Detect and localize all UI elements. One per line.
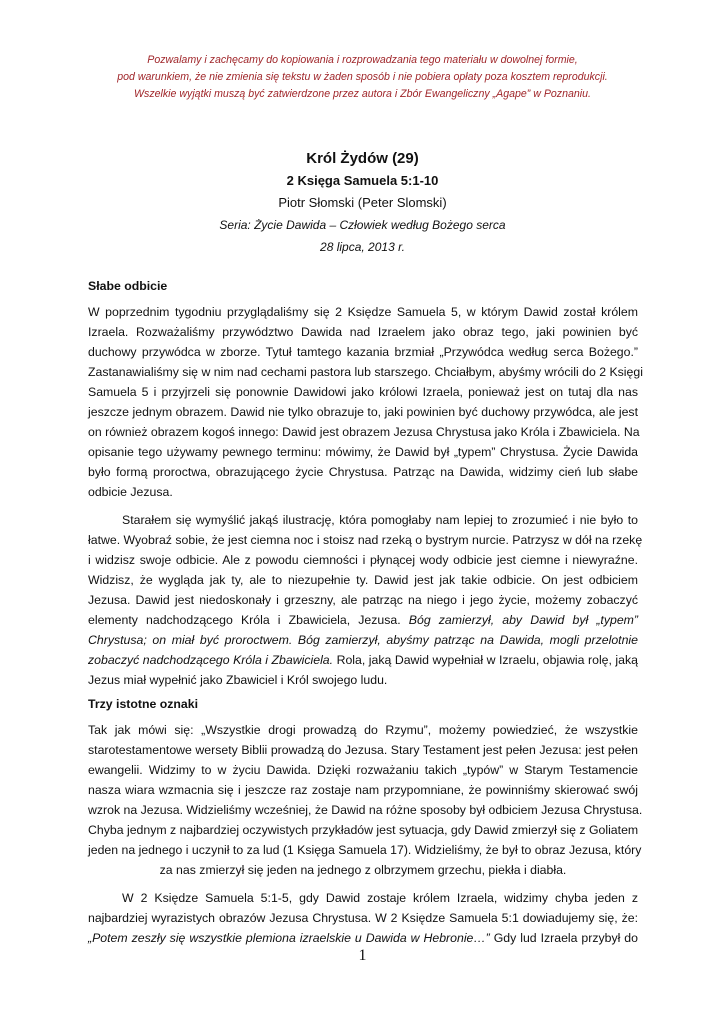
- text-line: Jezusa. Dawid jest niedoskonały i grzeszny, ale patrząc na niego i jego życie, możemy zobaczyć: [88, 593, 638, 607]
- italic-segment: zobaczyć nadchodzącego Króla i Zbawiciela.: [88, 653, 334, 667]
- text-line: W poprzednim tygodniu przyglądaliśmy się 2 Księdze Samuela 5, w którym Dawid został królem: [88, 305, 638, 319]
- text-segment: elementy nadchodzącego Króla i Zbawiciela, Jezusa.: [88, 613, 409, 627]
- text-line: W 2 Księdze Samuela 5:1-5, gdy Dawid zostaje królem Izraela, widzimy chyba jeden z: [122, 891, 638, 905]
- text-line: duchowy przywódca w zborze. Tytuł tamtego kazania brzmiał „Przywódca według serca Bożego.”: [88, 345, 638, 359]
- text-line: Tak jak mówi się: „Wszystkie drogi prowadzą do Rzymu”, możemy powiedzieć, że wszystkie: [88, 723, 638, 737]
- author: Piotr Słomski (Peter Slomski): [278, 195, 447, 210]
- italic-segment: Chrystusa; on miał być proroctwem. Bóg zamierzył, abyśmy patrząc na Dawida, mogli przelotnie: [88, 633, 638, 647]
- section-slabe-odbicie: [88, 276, 643, 690]
- series-name: Seria: Życie Dawida – Człowiek według Bożego serca: [219, 218, 506, 232]
- italic-segment: „Potem zeszły się wszystkie plemiona izraelskie u Dawida w Hebronie…”: [88, 931, 490, 945]
- notice-line: pod warunkiem, że nie zmienia się tekstu w żaden sposób i nie pobiera opłaty poza kosztem reprodukcji.: [117, 71, 608, 83]
- text-line: było formą proroctwa, obrazującego życie Chrystusa. Patrząc na Dawida, widzimy cień lub słabe: [88, 465, 638, 479]
- notice-line: Pozwalamy i zachęcamy do kopiowania i rozprowadzania tego materiału w dowolnej formie,: [147, 54, 578, 66]
- italic-segment: Bóg zamierzył, aby Dawid był „typem”: [408, 613, 638, 627]
- text-line: Chyba jednym z najbardziej oczywistych przykładów jest sytuacja, gdy Dawid zmierzył się z Goliatem: [88, 823, 639, 837]
- text-line: i widzisz swoje odbicie. Ale z powodu ciemności i płynącej wody odbicie jest ciemne i niewyraźne.: [88, 553, 638, 567]
- section-trzy-istotne-oznaki: [88, 694, 643, 948]
- text-line: jeden na jednego i uczynił to za lud (1 Księga Samuela 17). Widzieliśmy, że był to obraz Jezusa, który: [88, 843, 642, 857]
- text-line: nasza wiara wzmacnia się i jeszcze raz zostaje nam przypomniane, że powinniśmy skierować swój: [88, 783, 638, 797]
- text-line: on również obrazem kogoś innego: Dawid jest obrazem Jezusa Chrystusa jako Króla i Zbawiciela. Na: [88, 425, 640, 439]
- text-line: Jezus miał wypełnić jako Zbawiciel i Król swojego ludu.: [88, 673, 388, 687]
- text-segment: Gdy lud Izraela przybył do: [489, 931, 638, 945]
- text-line: jeszcze jednym obrazem. Dawid nie tylko obrazuje to, jaki powinien być duchowy przywódca, ale jest: [88, 405, 638, 419]
- paragraph: [88, 302, 643, 502]
- text-line: Zastanawialiśmy się w nim nad cechami pastora lub starszego. Chciałbym, abyśmy wrócili do 2 Księgi: [88, 365, 643, 379]
- text-line: Widzisz, że wygląda jak ty, ale to niezupełnie ty. Dawid jest jak takie odbicie. On jest odbiciem: [88, 573, 638, 587]
- text-line: odbicie Jezusa.: [88, 485, 173, 499]
- text-line: Izraela. Rozważaliśmy przywództwo Dawida nad Izraelem jako obraz tego, jaki powinien być: [88, 325, 638, 339]
- text-line: [88, 630, 638, 650]
- paragraph: [88, 510, 643, 690]
- text-line: Starałem się wymyślić jakąś ilustrację, która pomogłaby nam lepiej to zrozumieć i nie było to: [122, 513, 638, 527]
- text-line: Samuela 5 i przyjrzeli się ponownie Dawidowi jako królowi Izraela, ponieważ jest on tutaj dla nas: [88, 385, 638, 399]
- sermon-header: [60, 148, 665, 258]
- paragraph: [88, 720, 643, 880]
- text-line: [88, 928, 638, 948]
- text-line: [88, 650, 638, 670]
- text-line: [88, 610, 638, 630]
- paragraph: [88, 888, 638, 948]
- text-line: wzrok na Jezusa. Widzieliśmy wcześniej, że Dawid na różne sposoby był odbiciem Jezusa Chrystusa.: [88, 803, 643, 817]
- text-segment: Rola, jaką Dawid wypełniał w Izraelu, objawia rolę, jaką: [333, 653, 638, 667]
- section-heading: Trzy istotne oznaki: [88, 697, 199, 711]
- sermon-title: Król Żydów (29): [306, 150, 419, 167]
- text-line: najbardziej wyrazistych obrazów Jezusa Chrystusa. W 2 Księdze Samuela 5:1 dowiadujemy się, że:: [88, 911, 638, 925]
- scripture-reference: 2 Księga Samuela 5:1-10: [286, 173, 439, 188]
- notice-line: Wszelkie wyjątki muszą być zatwierdzone przez autora i Zbór Ewangeliczny „Agape” w Poznaniu.: [134, 88, 591, 100]
- page-number: 1: [358, 947, 367, 964]
- text-line: łatwe. Wyobraź sobie, że jest ciemna noc i stoisz nad rzeką o bystrym nurcie. Patrzysz w dół na rzekę: [88, 533, 643, 547]
- copyright-notice: [60, 52, 665, 103]
- text-line: ewangelii. Widzimy to w życiu Dawida. Dzięki rozważaniu takich „typów” w Starym Testamencie: [88, 763, 638, 777]
- sermon-date: 28 lipca, 2013 r.: [320, 240, 405, 254]
- text-line: opisanie tego używamy pewnego terminu: mówimy, że Dawid był „typem” Chrystusa. Życie Dawida: [88, 445, 638, 459]
- text-line: starotestamentowe wersety Biblii prowadzą do Jezusa. Stary Testament jest pełen Jezusa: jest pełen: [88, 743, 638, 757]
- section-heading: Słabe odbicie: [88, 279, 168, 293]
- text-line: za nas zmierzył się jeden na jednego z olbrzymem grzechu, piekła i diabła.: [159, 863, 567, 877]
